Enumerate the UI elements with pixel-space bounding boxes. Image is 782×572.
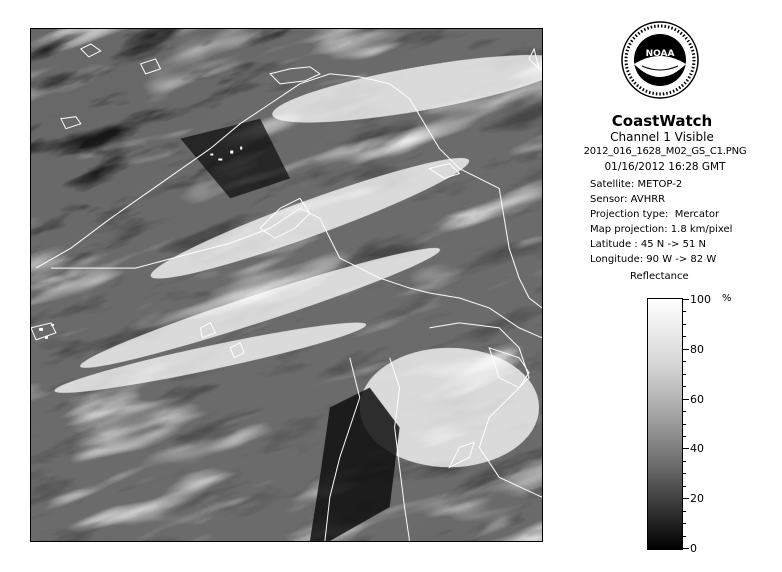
colorbar-tick (683, 361, 686, 362)
colorbar-tick (683, 486, 686, 487)
colorbar-tick (683, 349, 689, 350)
colorbar-tick (683, 536, 686, 537)
colorbar-tick-label: 60 (690, 392, 704, 406)
noaa-logo (620, 20, 700, 100)
projection-type-label: Projection type: Mercator (590, 209, 720, 220)
colorbar-tick-label: 100 (690, 293, 711, 306)
colorbar-tick (683, 336, 686, 337)
colorbar-tick (683, 411, 686, 412)
logo-text: NOAA (645, 49, 675, 59)
colorbar-tick-label: 40 (690, 442, 704, 456)
latitude-label: Latitude : 45 N -> 51 N (590, 239, 706, 250)
colorbar-tick (683, 523, 686, 524)
filename-label: 2012_016_1628_M02_GS_C1.PNG (583, 146, 747, 157)
colorbar-tick (683, 424, 686, 425)
colorbar-tick (683, 386, 686, 387)
colorbar-tick (683, 374, 686, 375)
colorbar (647, 298, 683, 550)
satellite-image-svg (31, 29, 542, 541)
colorbar-tick (683, 324, 686, 325)
legend-title: Reflectance (630, 271, 689, 282)
datetime-label: 01/16/2012 16:28 GMT (604, 161, 726, 173)
longitude-label: Longitude: 90 W -> 82 W (590, 254, 717, 265)
colorbar-tick-label: 0 (690, 542, 697, 555)
colorbar-tick (683, 473, 686, 474)
colorbar-tick (683, 311, 686, 312)
colorbar-tick (683, 399, 689, 400)
colorbar-tick (683, 448, 689, 449)
colorbar-tick (683, 548, 689, 549)
colorbar-tick (683, 299, 689, 300)
satellite-label: Satellite: METOP-2 (590, 179, 683, 190)
colorbar-tick (683, 461, 686, 462)
satellite-image (30, 28, 543, 542)
colorbar-tick (683, 511, 686, 512)
colorbar-tick-label: 20 (690, 492, 704, 506)
colorbar-tick (683, 498, 689, 499)
colorbar-tick-label: 80 (690, 342, 704, 356)
map-projection-label: Map projection: 1.8 km/pixel (590, 224, 733, 235)
colorbar-tick (683, 436, 686, 437)
legend-unit: % (722, 293, 732, 304)
sensor-label: Sensor: AVHRR (590, 194, 666, 205)
product-title: CoastWatch (611, 112, 713, 130)
channel-label: Channel 1 Visible (610, 130, 714, 144)
